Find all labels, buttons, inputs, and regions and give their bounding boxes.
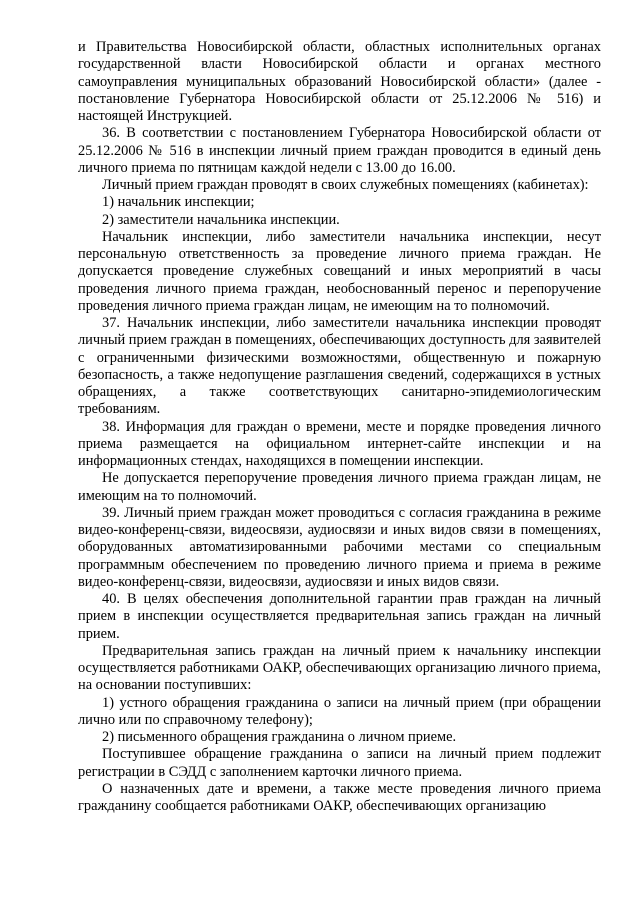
paragraph: 39. Личный прием граждан может проводиться с согласия гражданина в режиме видео-конференц-связи, видеосвязи, аудиосвязи и иных видов связи в помещениях, оборудованных автоматизированными рабочими местами со специальным программным обеспечением по проведению личного приема и приема в режиме видео-конференц-связи, видеосвязи, аудиосвязи и иных видов связи.	[78, 504, 601, 590]
paragraph: Предварительная запись граждан на личный прием к начальнику инспекции осуществляется работниками ОАКР, обеспечивающих организацию личного приема, на основании поступивших:	[78, 642, 601, 694]
document-body	[78, 39, 601, 815]
list-item: 2) письменного обращения гражданина о личном приеме.	[102, 729, 457, 745]
paragraph: 40. В целях обеспечения дополнительной гарантии прав граждан на личный прием в инспекции осуществляется предварительная запись граждан на личный прием.	[78, 591, 601, 642]
list-item: 1) устного обращения гражданина о записи на личный прием (при обращении лично или по справочному телефону);	[78, 694, 601, 728]
paragraph: Поступившее обращение гражданина о записи на личный прием подлежит регистрации в СЭДД с заполнением карточки личного приема.	[78, 746, 601, 780]
list-item: 1) начальник инспекции;	[102, 194, 255, 211]
paragraph: Не допускается перепоручение проведения личного приема граждан лицам, не имеющим на то полномочий.	[78, 470, 601, 504]
paragraph: О назначенных дате и времени, а также месте проведения личного приема гражданину сообщается работниками ОАКР, обеспечивающих организацию	[78, 780, 601, 814]
list-item: 2) заместители начальника инспекции.	[102, 211, 340, 228]
paragraph: 36. В соответствии с постановлением Губернатора Новосибирской области от 25.12.2006 № 516 в инспекции личный прием граждан проводится в единый день личного приема по пятницам каждой недели с 13.00 до 16.00.	[78, 125, 601, 176]
paragraph: 38. Информация для граждан о времени, месте и порядке проведения личного приема размещается на официальном интернет-сайте инспекции и на информационных стендах, находящихся в помещении инспекции.	[78, 418, 601, 469]
paragraph: 37. Начальник инспекции, либо заместители начальника инспекции проводят личный прием граждан в помещениях, обеспечивающих доступность для заявителей с ограниченными физическими возможностями, общественную и пожарную безопасность, а также недопущение разглашения сведений, содержащихся в устных обращениях, а также соответствующих санитарно-эпидемиологическим требованиям.	[78, 315, 601, 418]
paragraph: и Правительства Новосибирской области, областных исполнительных органах государственной власти Новосибирской области и органах местного самоуправления муниципальных образований Новосибирской области» (далее - постановление Губернатора Новосибирской области от 25.12.2006 № 516) и настоящей Инструкцией.	[78, 39, 601, 124]
paragraph: Начальник инспекции, либо заместители начальника инспекции, несут персональную ответственность за проведение личного приема граждан. Не допускается проведение служебных совещаний и иных мероприятий в часы проведения личного приема граждан, необоснованный перенос и перепоручение проведения личного приема граждан лицам, не имеющим на то полномочий.	[78, 228, 601, 314]
paragraph: Личный прием граждан проводят в своих служебных помещениях (кабинетах):	[102, 177, 589, 193]
